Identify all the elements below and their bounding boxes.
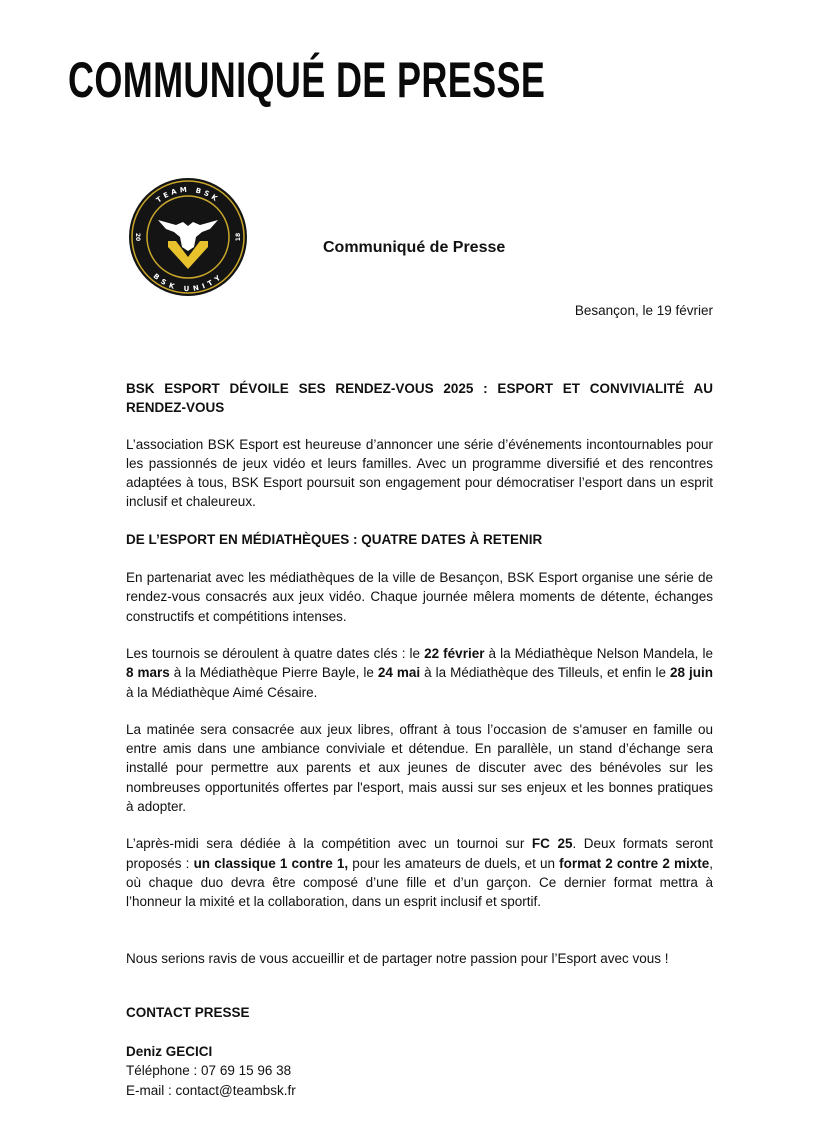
contact-name: Deniz GECICI — [126, 1043, 213, 1059]
dateline: Besançon, le 19 février — [574, 303, 713, 318]
dates-paragraph: Les tournois se déroulent à quatre dates clés : le 22 février à la Médiathèque Nelson Mandela, le 8 mars à la Médiathèque Pierre Bayle, le 24 mai à la Médiathèque des Tilleuls, et enfin le 28 juin à la Médiathèque Aimé Césaire. — [126, 645, 714, 700]
date-3: 24 mai — [377, 665, 421, 681]
format-1: un classique 1 contre 1, — [193, 855, 349, 871]
logo-ring-top-text: TEAM BSK — [154, 185, 222, 205]
subtitle: Communiqué de Presse — [323, 239, 506, 256]
contact-title: CONTACT PRESSE — [126, 1005, 250, 1020]
headline: BSK ESPORT DÉVOILE SES RENDEZ-VOUS 2025 : ESPORT ET CONVIVIALITÉ AU RENDEZ-VOUS — [126, 381, 713, 416]
date-1: 22 février — [424, 645, 485, 661]
page-title: COMMUNIQUÉ DE PRESSE — [68, 52, 546, 108]
closing-paragraph: Nous serions ravis de vous accueillir et de partager notre passion pour l’Esport avec vous ! — [126, 950, 669, 966]
date-2: 8 mars — [126, 665, 170, 681]
format-2: format 2 contre 2 mixte — [559, 855, 710, 871]
partnership-paragraph: En partenariat avec les médiathèques de la ville de Besançon, BSK Esport organise une série de rendez-vous consacrés aux jeux vidéo. Chaque journée mêlera moments de détente, échanges constructifs et compétitions intenses. — [126, 570, 713, 624]
logo-ring-right-text: 18 — [235, 232, 242, 242]
game-name: FC 25 — [531, 836, 573, 852]
intro-paragraph: L’association BSK Esport est heureuse d’annoncer une série d’événements incontournables pour les passionnés de jeux vidéo et leurs familles. Avec un programme diversifié et des rencontres adaptées à tous, BSK Esport poursuit son engagement pour démocratiser l’esport dans un esprit inclusif et chaleureux. — [126, 436, 713, 510]
morning-paragraph: La matinée sera consacrée aux jeux libres, offrant à tous l’occasion de s'amuser en famille ou entre amis dans une ambiance conviviale et détendue. En parallèle, un stand d’échange sera installé pour permettre aux parents et aux jeunes de discuter avec des bénévoles sur les nombreuses opportunités offertes par l'esport, mais aussi sur ses enjeux et les bonnes pratiques à adopter. — [126, 721, 713, 815]
date-4: 28 juin — [670, 665, 714, 681]
logo-ring-left-text: 20 — [134, 232, 141, 242]
logo-ring-bottom-text: BSK UNITY — [151, 272, 225, 294]
contact-email[interactable]: E-mail : contact@teambsk.fr — [126, 1082, 296, 1098]
contact-phone: Téléphone : 07 69 15 96 38 — [126, 1063, 292, 1078]
afternoon-paragraph: L’après-midi sera dédiée à la compétition avec un tournoi sur FC 25. Deux formats seront proposés : un classique 1 contre 1, pour les amateurs de duels, et un format 2 contre 2 mixte, où chaque duo devra être composé d’une fille et d’un garçon. Ce dernier format mettra à l’honneur la mixité et la collaboration, dans un esprit inclusif et sportif. — [126, 836, 713, 910]
press-release-body — [126, 379, 713, 986]
section-title: DE L’ESPORT EN MÉDIATHÈQUES : QUATRE DATES À RETENIR — [126, 531, 543, 547]
team-bsk-logo-icon — [128, 177, 248, 297]
press-contact — [126, 1003, 296, 1100]
